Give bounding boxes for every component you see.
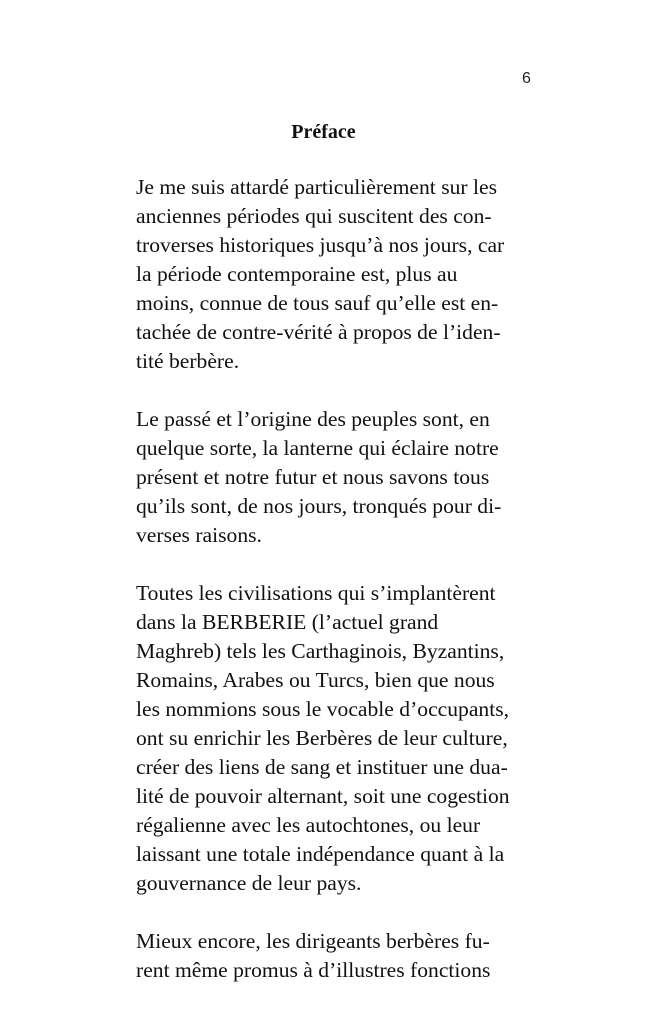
text-line: Mieux encore, les dirigeants berbères fu- <box>136 929 490 953</box>
text-line: rent même promus à d’illustres fonctions <box>136 958 491 982</box>
text-line: Romains, Arabes ou Turcs, bien que nous <box>136 668 495 692</box>
text-line: qu’ils sont, de nos jours, tronqués pour di- <box>136 494 502 518</box>
text-line: troverses historiques jusqu’à nos jours, car <box>136 233 505 257</box>
text-line: gouvernance de leur pays. <box>136 871 362 895</box>
text-line: les nommions sous le vocable d’occupants, <box>136 697 510 721</box>
paragraph-2 <box>136 405 536 550</box>
text-line: régalienne avec les autochtones, ou leur <box>136 813 481 837</box>
text-line: tachée de contre-vérité à propos de l’iden- <box>136 320 501 344</box>
text-line: Je me suis attardé particulièrement sur les <box>136 175 497 199</box>
text-line: la période contemporaine est, plus au <box>136 262 458 286</box>
text-line: laissant une totale indépendance quant à la <box>136 842 505 866</box>
text-line: Toutes les civilisations qui s’implantèrent <box>136 581 496 605</box>
text-line: quelque sorte, la lanterne qui éclaire notre <box>136 436 499 460</box>
paragraph-4 <box>136 927 536 985</box>
text-line: présent et notre futur et nous savons tous <box>136 465 490 489</box>
text-line: créer des liens de sang et instituer une dua- <box>136 755 508 779</box>
text-line: moins, connue de tous sauf qu’elle est en- <box>136 291 499 315</box>
page-title: Préface <box>291 121 356 143</box>
paragraph-3 <box>136 579 536 898</box>
text-line: ont su enrichir les Berbères de leur culture, <box>136 726 508 750</box>
text-line: Le passé et l’origine des peuples sont, en <box>136 407 490 431</box>
body-text <box>136 173 536 1014</box>
text-line: Maghreb) tels les Carthaginois, Byzantins, <box>136 639 505 663</box>
page-number: 6 <box>522 70 531 87</box>
text-line: lité de pouvoir alternant, soit une cogestion <box>136 784 510 808</box>
text-line: verses raisons. <box>136 523 262 547</box>
paragraph-1 <box>136 173 536 376</box>
text-line: anciennes périodes qui suscitent des con- <box>136 204 492 228</box>
text-line: tité berbère. <box>136 349 240 373</box>
text-line: dans la BERBERIE (l’actuel grand <box>136 610 439 634</box>
